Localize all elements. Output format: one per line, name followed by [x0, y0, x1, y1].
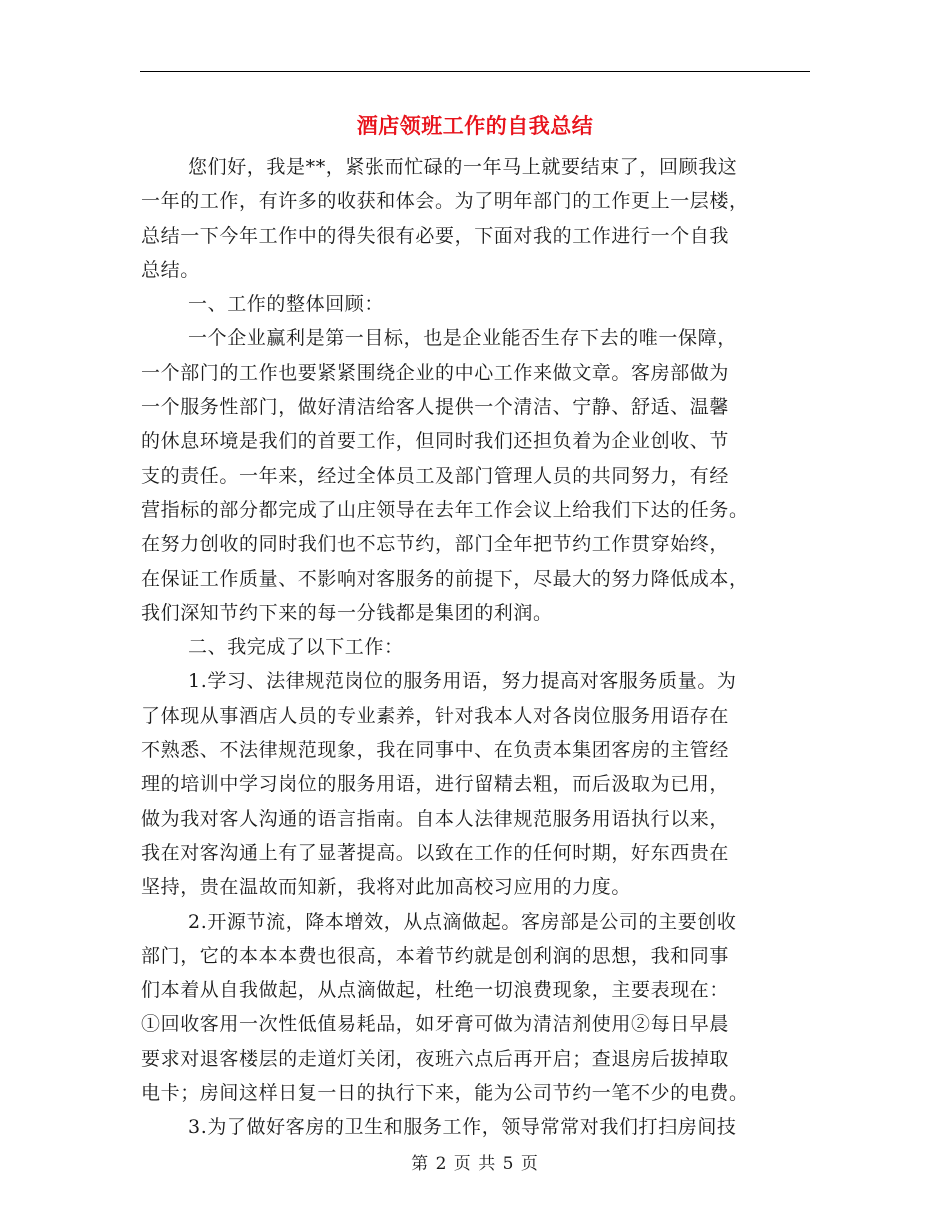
body-line: 理的培训中学习岗位的服务用语，进行留精去粗，而后汲取为已用， [141, 773, 730, 796]
body-line: 在保证工作质量、不影响对客服务的前提下，尽最大的努力降低成本， [141, 567, 749, 590]
body-line: 您们好，我是**，紧张而忙碌的一年马上就要结束了，回顾我这 [188, 156, 738, 178]
header-rule [140, 71, 810, 72]
section-heading: 一、工作的整体回顾： [188, 293, 385, 316]
body-line: 电卡；房间这样日复一日的执行下来，能为公司节约一笔不少的电费。 [141, 1082, 749, 1105]
body-line: 一个部门的工作也要紧紧围绕企业的中心工作来做文章。客房部做为 [141, 361, 730, 384]
body-line: 1.学习、法律规范岗位的服务用语，努力提高对客服务质量。为 [188, 670, 737, 693]
document-title: 酒店领班工作的自我总结 [356, 113, 594, 138]
body-line: 我们深知节约下来的每一分钱都是集团的利润。 [141, 601, 553, 624]
body-line: 我在对客沟通上有了显著提高。以致在工作的任何时期，好东西贵在 [141, 841, 730, 864]
page-number: 第 2 页 共 5 页 [411, 1154, 539, 1174]
body-line: 坚持，贵在温故而知新，我将对此加高校习应用的力度。 [141, 876, 632, 899]
body-line: 部门，它的本本本费也很高，本着节约就是创利润的思想，我和同事 [141, 944, 730, 967]
body-line: 一个企业赢利是第一目标，也是企业能否生存下去的唯一保障， [188, 327, 737, 350]
body-line: 总结一下今年工作中的得失很有必要，下面对我的工作进行一个自我 [141, 224, 730, 247]
body-line: 的休息环境是我们的首要工作，但同时我们还担负着为企业创收、节 [141, 430, 730, 453]
body-line: 不熟悉、不法律规范现象，我在同事中、在负责本集团客房的主管经 [141, 739, 730, 762]
body-line: 支的责任。一年来，经过全体员工及部门管理人员的共同努力，有经 [141, 464, 730, 487]
section-heading: 二、我完成了以下工作： [188, 636, 404, 659]
body-line: 做为我对客人沟通的语言指南。自本人法律规范服务用语执行以来， [141, 807, 730, 830]
body-line: 总结。 [141, 258, 200, 281]
body-line: 一个服务性部门，做好清洁给客人提供一个清洁、宁静、舒适、温馨 [141, 396, 730, 419]
body-line: 营指标的部分都完成了山庄领导在去年工作会议上给我们下达的任务。 [141, 498, 749, 521]
body-line: 一年的工作，有许多的收获和体会。为了明年部门的工作更上一层楼， [141, 190, 749, 213]
body-line: 了体现从事酒店人员的专业素养，针对我本人对各岗位服务用语存在 [141, 704, 730, 727]
body-line: 3.为了做好客房的卫生和服务工作，领导常常对我们打扫房间技 [188, 1116, 737, 1139]
body-line: ①回收客用一次性低值易耗品，如牙膏可做为清洁剂使用②每日早晨 [141, 1013, 730, 1036]
body-line: 要求对退客楼层的走道灯关闭，夜班六点后再开启；查退房后拔掉取 [141, 1047, 730, 1070]
body-line: 在努力创收的同时我们也不忘节约，部门全年把节约工作贯穿始终， [141, 533, 730, 556]
body-line: 们本着从自我做起，从点滴做起，杜绝一切浪费现象，主要表现在： [141, 979, 730, 1002]
document-body [141, 150, 811, 1145]
body-line: 2.开源节流，降本增效，从点滴做起。客房部是公司的主要创收 [188, 910, 737, 933]
